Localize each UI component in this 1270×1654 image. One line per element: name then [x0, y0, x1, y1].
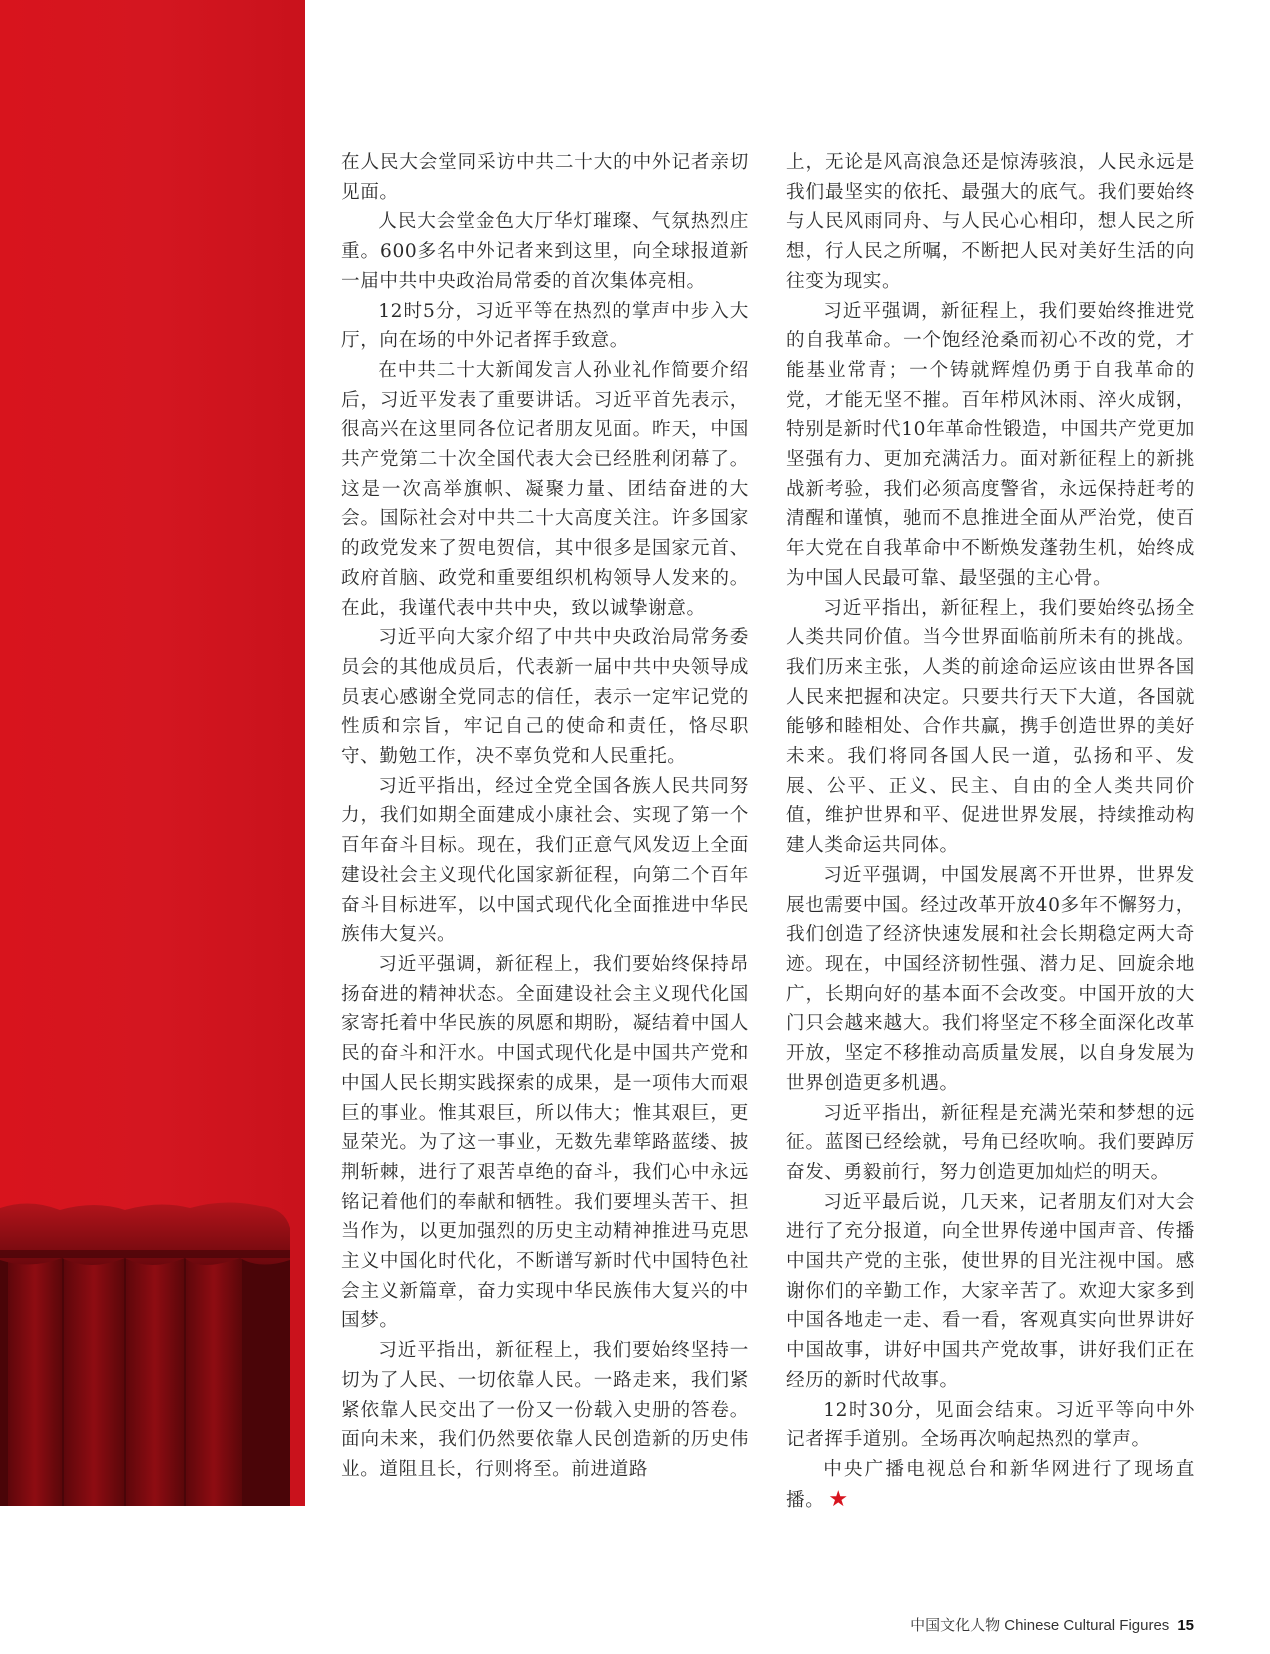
paragraph: 习近平最后说，几天来，记者朋友们对大会进行了充分报道，向全世界传递中国声音、传播中国共产党的主张，使世界的目光注视中国。感谢你们的辛勤工作，大家辛苦了。欢迎大家多到中国各地走一走、看一看，客观真实向世界讲好中国故事，讲好中国共产党故事，讲好我们正在经历的新时代故事。: [786, 1191, 1195, 1391]
publication-name: 中国文化人物 Chinese Cultural Figures: [910, 1617, 1170, 1634]
paragraph: 习近平强调，中国发展离不开世界，世界发展也需要中国。经过改革开放40多年不懈努力，我们创造了经济快速发展和社会长期稳定两大奇迹。现在，中国经济韧性强、潜力足、回旋余地广，长期向好的基本面不会改变。中国开放的大门只会越来越大。我们将坚定不移全面深化改革开放，坚定不移推动高质量发展，以自身发展为世界创造更多机遇。: [786, 864, 1195, 1094]
page-footer: [910, 1614, 1194, 1635]
page-number: 15: [1177, 1617, 1194, 1634]
red-backdrop-photo: [0, 0, 305, 1506]
paragraph: 习近平强调，新征程上，我们要始终推进党的自我革命。一个饱经沧桑而初心不改的党，才能基业常青；一个铸就辉煌仍勇于自我革命的党，才能无坚不摧。百年栉风沐雨、淬火成钢，特别是新时代10年革命性锻造，中国共产党更加坚强有力、更加充满活力。面对新征程上的新挑战新考验，我们必须高度警省，永远保持赶考的清醒和谨慎，驰而不息推进全面从严治党，使百年大党在自我革命中不断焕发蓬勃生机，始终成为中国人民最可靠、最坚强的主心骨。: [786, 300, 1195, 589]
podium-image: [0, 1198, 290, 1506]
paragraph: 12时5分，习近平等在热烈的掌声中步入大厅，向在场的中外记者挥手致意。: [341, 300, 749, 352]
end-star-icon: ★: [828, 1486, 849, 1512]
paragraph: 在中共二十大新闻发言人孙业礼作简要介绍后，习近平发表了重要讲话。习近平首先表示，很高兴在这里同各位记者朋友见面。昨天，中国共产党第二十次全国代表大会已经胜利闭幕了。这是一次高举旗帜、凝聚力量、团结奋进的大会。国际社会对中共二十大高度关注。许多国家的政党发来了贺电贺信，其中很多是国家元首、政府首脑、政党和重要组织机构领导人发来的。在此，我谨代表中共中央，致以诚挚谢意。: [341, 359, 749, 619]
paragraph: 习近平指出，新征程上，我们要始终弘扬全人类共同价值。当今世界面临前所未有的挑战。我们历来主张，人类的前途命运应该由世界各国人民来把握和决定。只要共行天下大道，各国就能够和睦相处、合作共赢，携手创造世界的美好未来。我们将同各国人民一道，弘扬和平、发展、公平、正义、民主、自由的全人类共同价值，维护世界和平、促进世界发展，持续推动构建人类命运共同体。: [786, 597, 1195, 857]
article-left-column: [341, 148, 749, 1485]
paragraph: 习近平向大家介绍了中共中央政治局常务委员会的其他成员后，代表新一届中共中央领导成员衷心感谢全党同志的信任，表示一定牢记党的性质和宗旨，牢记自己的使命和责任，恪尽职守、勤勉工作，决不辜负党和人民重托。: [341, 627, 749, 768]
paragraph: 习近平强调，新征程上，我们要始终保持昂扬奋进的精神状态。全面建设社会主义现代化国家寄托着中华民族的夙愿和期盼，凝结着中国人民的奋斗和汗水。中国式现代化是中国共产党和中国人民长期实践探索的成果，是一项伟大而艰巨的事业。惟其艰巨，所以伟大；惟其艰巨，更显荣光。为了这一事业，无数先辈筚路蓝缕、披荆斩棘，进行了艰苦卓绝的奋斗，我们心中永远铭记着他们的奉献和牺牲。我们要埋头苦干、担当作为，以更加强烈的历史主动精神推进马克思主义中国化时代化，不断谱写新时代中国特色社会主义新篇章，奋力实现中华民族伟大复兴的中国梦。: [341, 953, 749, 1332]
paragraph-text: 中央广播电视总台和新华网进行了现场直播。: [786, 1458, 1195, 1511]
paragraph: 上，无论是风高浪急还是惊涛骇浪，人民永远是我们最坚实的依托、最强大的底气。我们要始终与人民风雨同舟、与人民心心相印，想人民之所想，行人民之所嘱，不断把人民对美好生活的向往变为现实。: [786, 152, 1195, 292]
paragraph: 习近平指出，新征程是充满光荣和梦想的远征。蓝图已经绘就，号角已经吹响。我们要踔厉奋发、勇毅前行，努力创造更加灿烂的明天。: [786, 1102, 1195, 1183]
final-paragraph: [786, 1455, 1195, 1515]
paragraph: 习近平指出，经过全党全国各族人民共同努力，我们如期全面建成小康社会、实现了第一个百年奋斗目标。现在，我们正意气风发迈上全面建设社会主义现代化国家新征程，向第二个百年奋斗目标进军，以中国式现代化全面推进中华民族伟大复兴。: [341, 775, 749, 946]
article-right-column: [786, 148, 1195, 1515]
paragraph: 人民大会堂金色大厅华灯璀璨、气氛热烈庄重。600多名中外记者来到这里，向全球报道新一届中共中央政治局常委的首次集体亮相。: [341, 211, 749, 292]
paragraph: 12时30分，见面会结束。习近平等向中外记者挥手道别。全场再次响起热烈的掌声。: [786, 1399, 1195, 1451]
paragraph: 在人民大会堂同采访中共二十大的中外记者亲切见面。: [341, 152, 749, 203]
paragraph: 习近平指出，新征程上，我们要始终坚持一切为了人民、一切依靠人民。一路走来，我们紧紧依靠人民交出了一份又一份载入史册的答卷。面向未来，我们仍然要依靠人民创造新的历史伟业。道阻且长，行则将至。前进道路: [341, 1340, 749, 1480]
